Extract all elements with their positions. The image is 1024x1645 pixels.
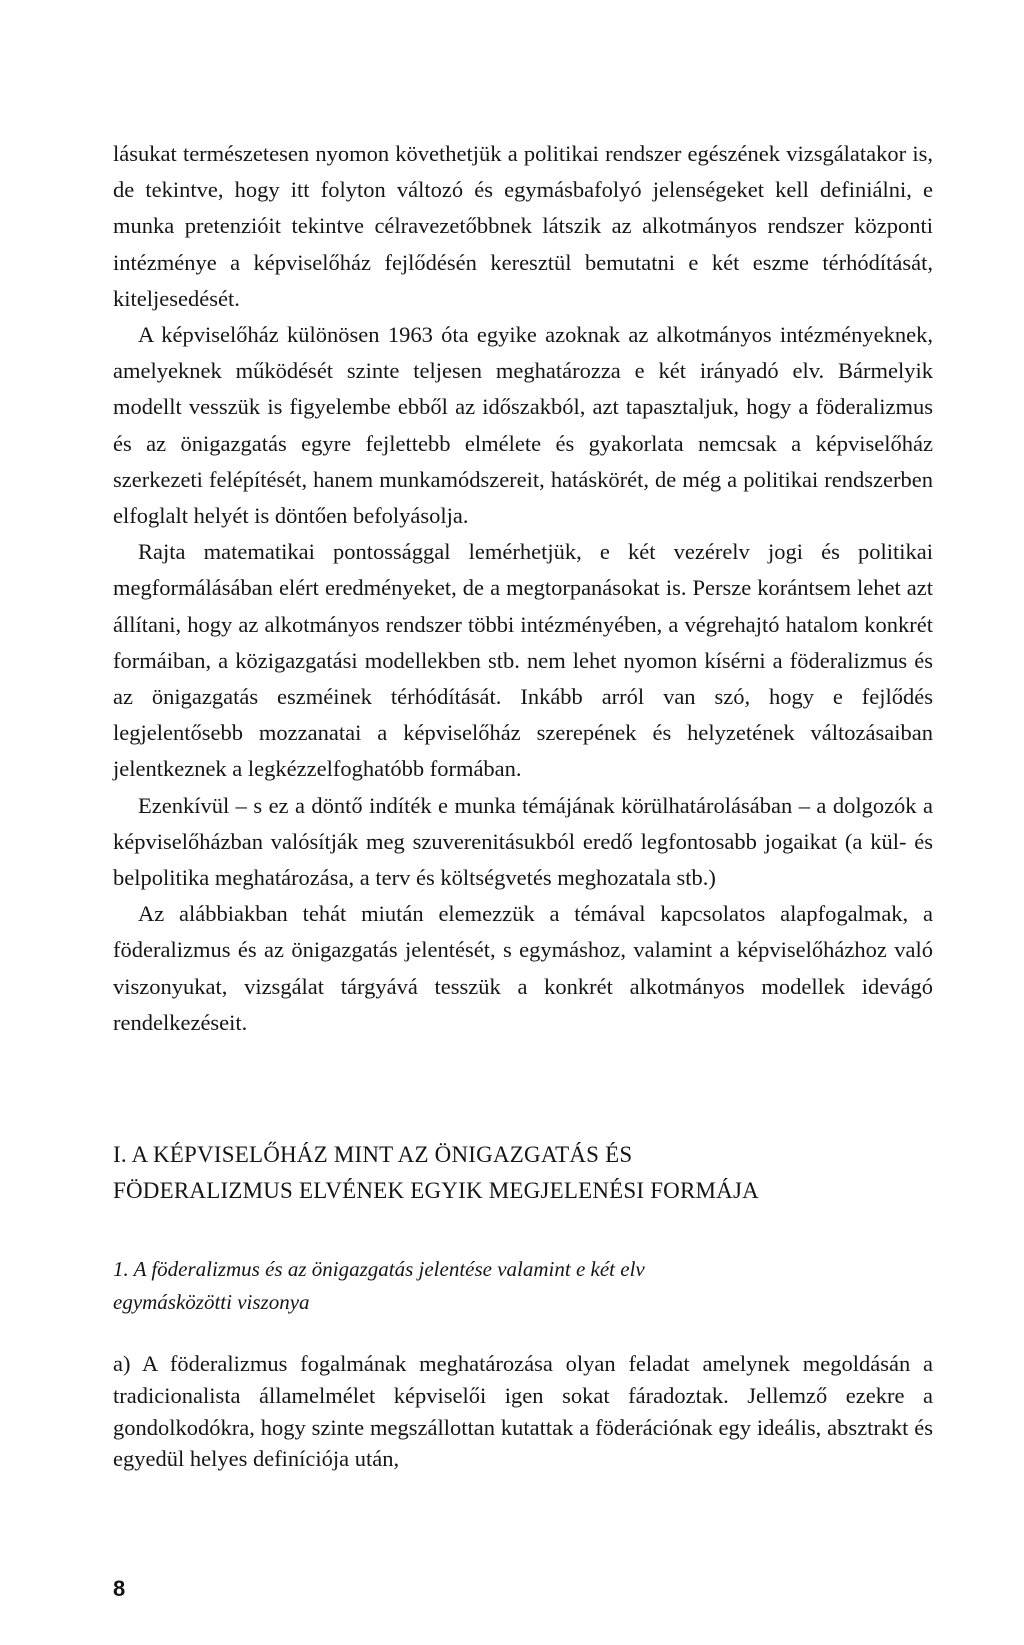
section-title-line-1: 1. A föderalizmus és az önigazgatás jelentése valamint e két elv	[113, 1257, 645, 1281]
body-text	[113, 136, 933, 1041]
section-title	[113, 1253, 933, 1319]
paragraph-outline: Az alábbiakban tehát miután elemezzük a témával kapcsolatos alapfogalmak, a föderalizmus és az önigazgatás jelentését, s egymáshoz, valamint a képviselőházhoz való viszonyukat, vizsgálat tárgyává tesszük a konkrét alkotmányos modellek idevágó rendelkezéseit.	[113, 901, 933, 1035]
section-paragraph: a) A föderalizmus fogalmának meghatározása olyan feladat amelynek megoldásán a tradicionalista államelmélet képviselői igen sokat fáradoztak. Jellemző ezekre a gondolkodókra, hogy szinte megszállottan kutattak a föderációnak egy ideális, absztrakt és egyedül helyes definíciója után,	[113, 1351, 933, 1472]
paragraph-representative-house: A képviselőház különösen 1963 óta egyike azoknak az alkotmányos intézményeknek, amelyeknek működését szinte teljesen meghatározza e két irányadó elv. Bármelyik modellt vesszük is figyelembe ebből az időszakból, azt tapasztaljuk, hogy a föderalizmus és az önigazgatás egyre fejlettebb elmélete és gyakorlata nemcsak a képviselőház szerkezeti felépítését, hanem munkamódszereit, hatáskörét, de még a politikai rendszerben elfoglalt helyét is döntően befolyásolja.	[113, 322, 933, 529]
chapter-title-line-2: FÖDERALIZMUS ELVÉNEK EGYIK MEGJELENÉSI FORMÁJA	[113, 1178, 759, 1203]
book-page	[113, 0, 933, 1645]
page-number: 8	[113, 1576, 126, 1601]
section-text	[113, 1348, 933, 1475]
paragraph-sovereignty: Ezenkívül – s ez a döntő indíték e munka témájának körülhatárolásában – a dolgozók a képviselőházban valósítják meg szuverenitásukból eredő legfontosabb jogaikat (a kül- és belpolitika meghatározása, a terv és költségvetés meghozatala stb.)	[113, 792, 933, 891]
chapter-title-line-1: I. A KÉPVISELŐHÁZ MINT AZ ÖNIGAZGATÁS ÉS	[113, 1142, 633, 1167]
paragraph-continuation: lásukat természetesen nyomon követhetjük a politikai rendszer egészének vizsgálatakor is, de tekintve, hogy itt folyton változó és egymásbafolyó jelenségeket kell definiálni, e munka pretenzióit tekintve célravezetőbbnek látszik az alkotmányos rendszer központi intézménye a képviselőház fejlődésén keresztül bemutatni e két eszme térhódítását, kiteljesedését.	[113, 141, 933, 311]
section-title-line-2: egymásközötti viszonya	[113, 1290, 310, 1314]
chapter-title	[113, 1137, 933, 1209]
paragraph-measurement: Rajta matematikai pontossággal lemérhetjük, e két vezérelv jogi és politikai megformálásában elért eredményeket, de a megtorpanásokat is. Persze korántsem lehet azt állítani, hogy az alkotmányos rendszer többi intézményében, a végrehajtó hatalom konkrét formáiban, a közigazgatási modellekben stb. nem lehet nyomon kísérni a föderalizmus és az önigazgatás eszméinek térhódítását. Inkább arról van szó, hogy e fejlődés legjelentősebb mozzanatai a képviselőház szerepének és helyzetének változásaiban jelentkeznek a legkézzelfoghatóbb formában.	[113, 539, 933, 782]
